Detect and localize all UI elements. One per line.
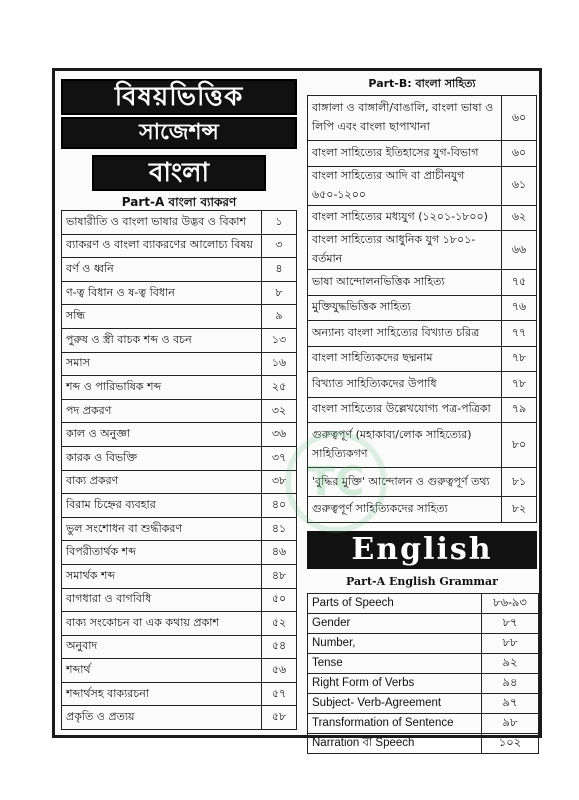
contents-row — [62, 517, 297, 541]
contents-row — [308, 372, 537, 398]
contents-row — [308, 141, 537, 167]
contents-row — [62, 564, 297, 588]
page-number-cell: ৭৮ — [502, 372, 537, 398]
title-line-1: বিষয়ভিত্তিক — [61, 79, 297, 115]
contents-row — [308, 593, 539, 613]
contents-row — [62, 541, 297, 565]
page-number-cell: ৭৭ — [502, 321, 537, 347]
contents-row — [62, 612, 297, 636]
contents-row — [62, 328, 297, 352]
topic-cell: ণ-ত্ব বিধান ও ষ-ত্ব বিধান — [62, 281, 262, 305]
topic-cell: বাগধারা ও বাগবিধি — [62, 588, 262, 612]
topic-cell: ব্যাকরণ ও বাংলা ব্যাকরণের আলোচ্য বিষয় — [62, 234, 262, 258]
topic-cell: বাংলা সাহিত্যিকদের ছদ্মনাম — [308, 346, 502, 372]
topic-cell: বিরাম চিহ্নের ব্যবহার — [62, 494, 262, 518]
contents-row — [308, 713, 539, 733]
page-number-cell: ৮৭ — [482, 613, 539, 633]
contents-row — [62, 376, 297, 400]
english-grammar-table — [307, 593, 539, 754]
literature-english-column — [307, 73, 537, 754]
topic-cell: ভাষারীতি ও বাংলা ভাষার উদ্ভব ও বিকাশ — [62, 211, 262, 235]
topic-cell: Transformation of Sentence — [308, 713, 482, 733]
bangla-grammar-table — [61, 210, 297, 730]
page-number-cell: ১০২ — [482, 733, 539, 753]
topic-cell: মুক্তিযুদ্ধভিত্তিক সাহিত্য — [308, 295, 502, 321]
page-number-cell: ৮ — [262, 281, 297, 305]
contents-row — [308, 397, 537, 423]
topic-cell: Tense — [308, 653, 482, 673]
english-part-a-heading: Part-A English Grammar — [346, 574, 498, 588]
contents-row — [62, 446, 297, 470]
topic-cell: Number, — [308, 633, 482, 653]
contents-row — [308, 166, 537, 205]
topic-cell: কাল ও অনুজ্ঞা — [62, 423, 262, 447]
page-number-cell: ৪১ — [262, 517, 297, 541]
part-b-heading: Part-B: বাংলা সাহিত্য — [368, 77, 476, 90]
topic-cell: শব্দার্থ — [62, 659, 262, 683]
page-number-cell: ৮৬-৯৩ — [482, 593, 539, 613]
page-number-cell: ৯৪ — [482, 673, 539, 693]
topic-cell: ভুল সংশোধন বা শুদ্ধীকরণ — [62, 517, 262, 541]
contents-row — [62, 706, 297, 730]
contents-row — [62, 211, 297, 235]
contents-row — [308, 346, 537, 372]
topic-cell: পুরুষ ও স্ত্রী বাচক শব্দ ও বচন — [62, 328, 262, 352]
bangla-grammar-column — [61, 79, 297, 730]
english-banner: English — [307, 531, 537, 569]
topic-cell: শব্দার্থসহ বাক্যরচনা — [62, 682, 262, 706]
topic-cell: বাংলা সাহিত্যের আধুনিক যুগ ১৮০১-বর্তমান — [308, 231, 502, 270]
topic-cell: অন্যান্য বাংলা সাহিত্যের বিখ্যাত চরিত্র — [308, 321, 502, 347]
page-number-cell: ৫৭ — [262, 682, 297, 706]
topic-cell: প্রকৃতি ও প্রত্যয় — [62, 706, 262, 730]
publisher-watermark: TC — [285, 431, 387, 533]
page-number-cell: ৮১ — [502, 468, 537, 497]
page-number-cell: ৫৬ — [262, 659, 297, 683]
topic-cell: বাংলা সাহিত্যের উল্লেখযোগ্য পত্র-পত্রিকা — [308, 397, 502, 423]
contents-row — [62, 470, 297, 494]
page-number-cell: ৬৬ — [502, 231, 537, 270]
page-number-cell: ৭৮ — [502, 346, 537, 372]
topic-cell: Gender — [308, 613, 482, 633]
contents-row — [308, 96, 537, 141]
contents-row — [62, 494, 297, 518]
topic-cell: বাক্য সংকোচন বা এক কথায় প্রকাশ — [62, 612, 262, 636]
topic-cell: ভাষা আন্দোলনভিত্তিক সাহিত্য — [308, 270, 502, 296]
page-number-cell: ৮০ — [502, 423, 537, 468]
topic-cell: Parts of Speech — [308, 593, 482, 613]
page-number-cell: ৭৫ — [502, 270, 537, 296]
topic-cell: শব্দ ও পারিভাষিক শব্দ — [62, 376, 262, 400]
contents-row — [308, 633, 539, 653]
page-number-cell: ২৫ — [262, 376, 297, 400]
contents-row — [62, 659, 297, 683]
topic-cell: বাক্য প্রকরণ — [62, 470, 262, 494]
contents-frame — [52, 68, 542, 749]
topic-cell: Narration বা Speech — [308, 733, 482, 753]
topic-cell: বিখ্যাত সাহিত্যিকদের উপাধি — [308, 372, 502, 398]
part-a-heading: Part-A বাংলা ব্যাকরণ — [121, 195, 237, 209]
contents-row — [308, 205, 537, 231]
page-number-cell: ৪০ — [262, 494, 297, 518]
topic-cell: বাঙ্গালা ও বাঙ্গালী/বাঙালি, বাংলা ভাষা ও লিপি এবং বাংলা ছাপাখানা — [308, 96, 502, 141]
topic-cell: বাংলা সাহিত্যের আদি বা প্রাচীনযুগ ৬৫০-১২০০ — [308, 166, 502, 205]
contents-row — [62, 635, 297, 659]
topic-cell: বাংলা সাহিত্যের ইতিহাসের যুগ-বিভাগ — [308, 141, 502, 167]
contents-row — [62, 234, 297, 258]
topic-cell: বর্ণ ও ধ্বনি — [62, 258, 262, 282]
topic-cell: গুরুত্বপূর্ণ (মহাকাব্য/লোক সাহিত্যের) সাহিত্যিকগণ — [308, 423, 502, 468]
topic-cell: Subject- Verb-Agreement — [308, 693, 482, 713]
page-number-cell: ৫৮ — [262, 706, 297, 730]
contents-row — [308, 693, 539, 713]
page-number-cell: ৮২ — [502, 497, 537, 523]
page-number-cell: ৪৮ — [262, 564, 297, 588]
contents-row — [62, 281, 297, 305]
page-number-cell: ৩৭ — [262, 446, 297, 470]
topic-cell: বাংলা সাহিত্যের মধ্যযুগ (১২০১-১৮০০) — [308, 205, 502, 231]
contents-row — [308, 270, 537, 296]
page-number-cell: ৩২ — [262, 399, 297, 423]
topic-cell: 'বুদ্ধির মুক্তি' আন্দোলন ও গুরুত্বপূর্ণ তথ্য — [308, 468, 502, 497]
title-line-2: সাজেশন্স — [61, 117, 297, 149]
page-number-cell: ৫০ — [262, 588, 297, 612]
page-number-cell: ৩৮ — [262, 470, 297, 494]
page-number-cell: ৮৮ — [482, 633, 539, 653]
bangla-subject-banner: বাংলা — [92, 155, 266, 191]
contents-row — [62, 305, 297, 329]
page-number-cell: ৭৯ — [502, 397, 537, 423]
topic-cell: গুরুত্বপূর্ণ সাহিত্যিকদের সাহিত্য — [308, 497, 502, 523]
contents-row — [62, 399, 297, 423]
page-number-cell: ১ — [262, 211, 297, 235]
topic-cell: সমার্থক শব্দ — [62, 564, 262, 588]
page-number-cell: ৩৬ — [262, 423, 297, 447]
page-number-cell: ৯৭ — [482, 693, 539, 713]
contents-row — [308, 231, 537, 270]
page-number-cell: ৪ — [262, 258, 297, 282]
page-number-cell: ১৩ — [262, 328, 297, 352]
topic-cell: কারক ও বিভক্তি — [62, 446, 262, 470]
contents-row — [308, 295, 537, 321]
contents-row — [62, 682, 297, 706]
page-number-cell: ৯ — [262, 305, 297, 329]
topic-cell: পদ প্রকরণ — [62, 399, 262, 423]
contents-row — [62, 258, 297, 282]
page-number-cell: ৫২ — [262, 612, 297, 636]
topic-cell: অনুবাদ — [62, 635, 262, 659]
contents-row — [308, 733, 539, 753]
contents-row — [308, 613, 539, 633]
topic-cell: সন্ধি — [62, 305, 262, 329]
page-number-cell: ৫৪ — [262, 635, 297, 659]
page-number-cell: ১৬ — [262, 352, 297, 376]
contents-row — [308, 653, 539, 673]
page-number-cell: ৭৬ — [502, 295, 537, 321]
page-number-cell: ৪৬ — [262, 541, 297, 565]
page-number-cell: ৬০ — [502, 96, 537, 141]
page-number-cell: ৩ — [262, 234, 297, 258]
page-number-cell: ৬২ — [502, 205, 537, 231]
page-number-cell: ৯৮ — [482, 713, 539, 733]
topic-cell: সমাস — [62, 352, 262, 376]
contents-row — [308, 673, 539, 693]
topic-cell: বিপরীতার্থক শব্দ — [62, 541, 262, 565]
contents-row — [308, 321, 537, 347]
page-number-cell: ৬১ — [502, 166, 537, 205]
contents-row — [62, 423, 297, 447]
page-number-cell: ৬০ — [502, 141, 537, 167]
page-number-cell: ৯২ — [482, 653, 539, 673]
topic-cell: Right Form of Verbs — [308, 673, 482, 693]
contents-row — [62, 588, 297, 612]
contents-row — [62, 352, 297, 376]
